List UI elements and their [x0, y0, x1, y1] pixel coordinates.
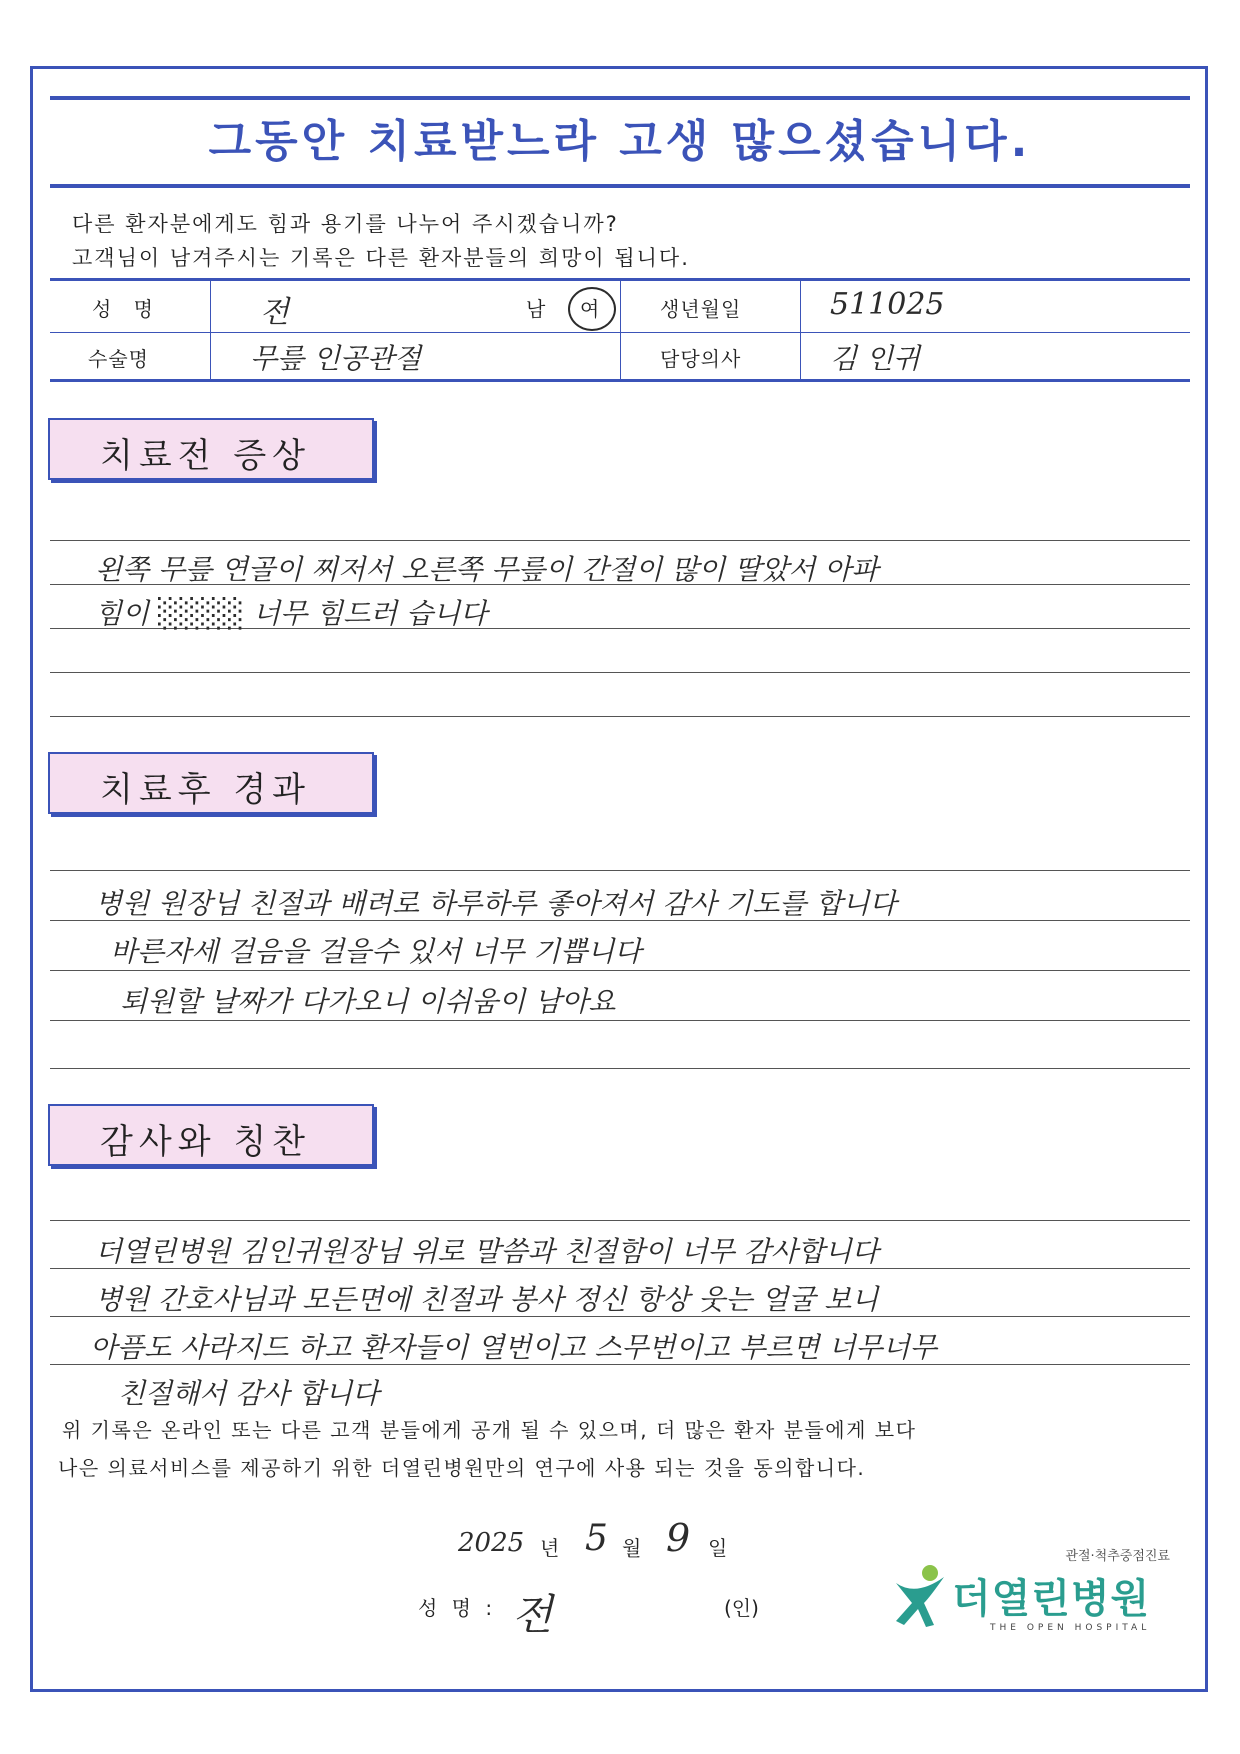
consent-line-1: 위 기록은 온라인 또는 다른 고객 분들에게 공개 될 수 있으며, 더 많은 환자 분들에게 보다: [62, 1418, 917, 1442]
surgery-value: 무릎 인공관절: [250, 342, 422, 375]
seal-label: (인): [724, 1596, 759, 1620]
thanks-line: 병원 간호사님과 모든면에 친절과 봉사 정신 항상 웃는 얼굴 보니: [95, 1283, 879, 1316]
surgery-label: 수술명: [88, 347, 149, 371]
doctor-label: 담당의사: [660, 347, 742, 371]
date-year: [458, 1528, 524, 1558]
section-heading-after-treatment: [48, 752, 374, 814]
name-value: 전: [260, 295, 289, 330]
patient-info-table: [50, 278, 1190, 382]
logo-tagline: 관절·척추중점진료: [1065, 1549, 1170, 1564]
logo-english: THE OPEN HOSPITAL: [990, 1623, 1151, 1633]
section-heading-before-treatment: [48, 418, 374, 480]
thanks-line: 아픔도 사라지드 하고 환자들이 열번이고 스무번이고 부르면 너무너무: [90, 1331, 937, 1364]
table-divider: [210, 281, 211, 379]
symptom-line: 왼쪽 무릎 연골이 찌저서 오른쪽 무릎이 간절이 많이 딸았서 아파: [95, 553, 879, 586]
signature-label: 성 명 :: [418, 1596, 497, 1620]
section-heading-text: 치료전 증상: [100, 436, 312, 476]
signature-value: 전: [512, 1590, 553, 1639]
month-value: 5: [585, 1518, 608, 1559]
title-banner: [50, 96, 1190, 188]
section-heading-text: 치료후 경과: [100, 770, 312, 810]
writing-line: [50, 672, 1190, 673]
section-heading-text: 감사와 칭찬: [100, 1122, 312, 1162]
symptom-line: 힘이 ░░░░ 너무 힘드러 습니다: [95, 597, 488, 630]
date-year-unit: 년: [540, 1536, 560, 1560]
thanks-line: 친절해서 감사 합니다: [118, 1377, 380, 1410]
writing-line: [50, 870, 1190, 871]
writing-line: [50, 1068, 1190, 1069]
day-value: 9: [666, 1516, 691, 1560]
gender-male: 남: [526, 297, 546, 321]
result-line: 바른자세 걸음을 걸을수 있서 너무 기쁩니다: [110, 935, 642, 968]
open-person-icon: [890, 1563, 950, 1629]
result-line: 병원 원장님 친절과 배려로 하루하루 좋아져서 감사 기도를 합니다: [95, 887, 897, 920]
year-value: 2025: [458, 1528, 525, 1558]
writing-line: [50, 1020, 1190, 1021]
date-day-unit: 일: [708, 1536, 728, 1560]
writing-line: [50, 716, 1190, 717]
writing-line: [50, 970, 1190, 971]
logo-name: 더열린병원: [952, 1576, 1151, 1622]
gender-female: 여: [580, 297, 600, 321]
table-divider: [800, 281, 801, 379]
intro-line-1: 다른 환자분에게도 힘과 용기를 나누어 주시겠습니까?: [72, 212, 619, 236]
writing-line: [50, 540, 1190, 541]
date-month-unit: 월: [622, 1536, 642, 1560]
doctor-value: 김 인귀: [830, 342, 921, 375]
hospital-logo: [890, 1545, 1180, 1645]
page-title: 그동안 치료받느라 고생 많으셨습니다.: [208, 116, 1032, 167]
result-line: 퇴원할 날짜가 다가오니 이쉬움이 남아요: [120, 985, 616, 1018]
writing-line: [50, 1220, 1190, 1221]
section-heading-thanks: [48, 1104, 374, 1166]
name-label: 성 명: [92, 297, 161, 321]
intro-line-2: 고객님이 남겨주시는 기록은 다른 환자분들의 희망이 됩니다.: [72, 246, 690, 270]
thanks-line: 더열린병원 김인귀원장님 위로 말씀과 친절함이 너무 감사합니다: [95, 1235, 879, 1268]
birth-value: 511025: [830, 287, 945, 322]
table-divider: [620, 281, 621, 379]
birth-label: 생년월일: [660, 297, 742, 321]
consent-line-2: 나은 의료서비스를 제공하기 위한 더열린병원만의 연구에 사용 되는 것을 동의합니다.: [58, 1456, 866, 1480]
